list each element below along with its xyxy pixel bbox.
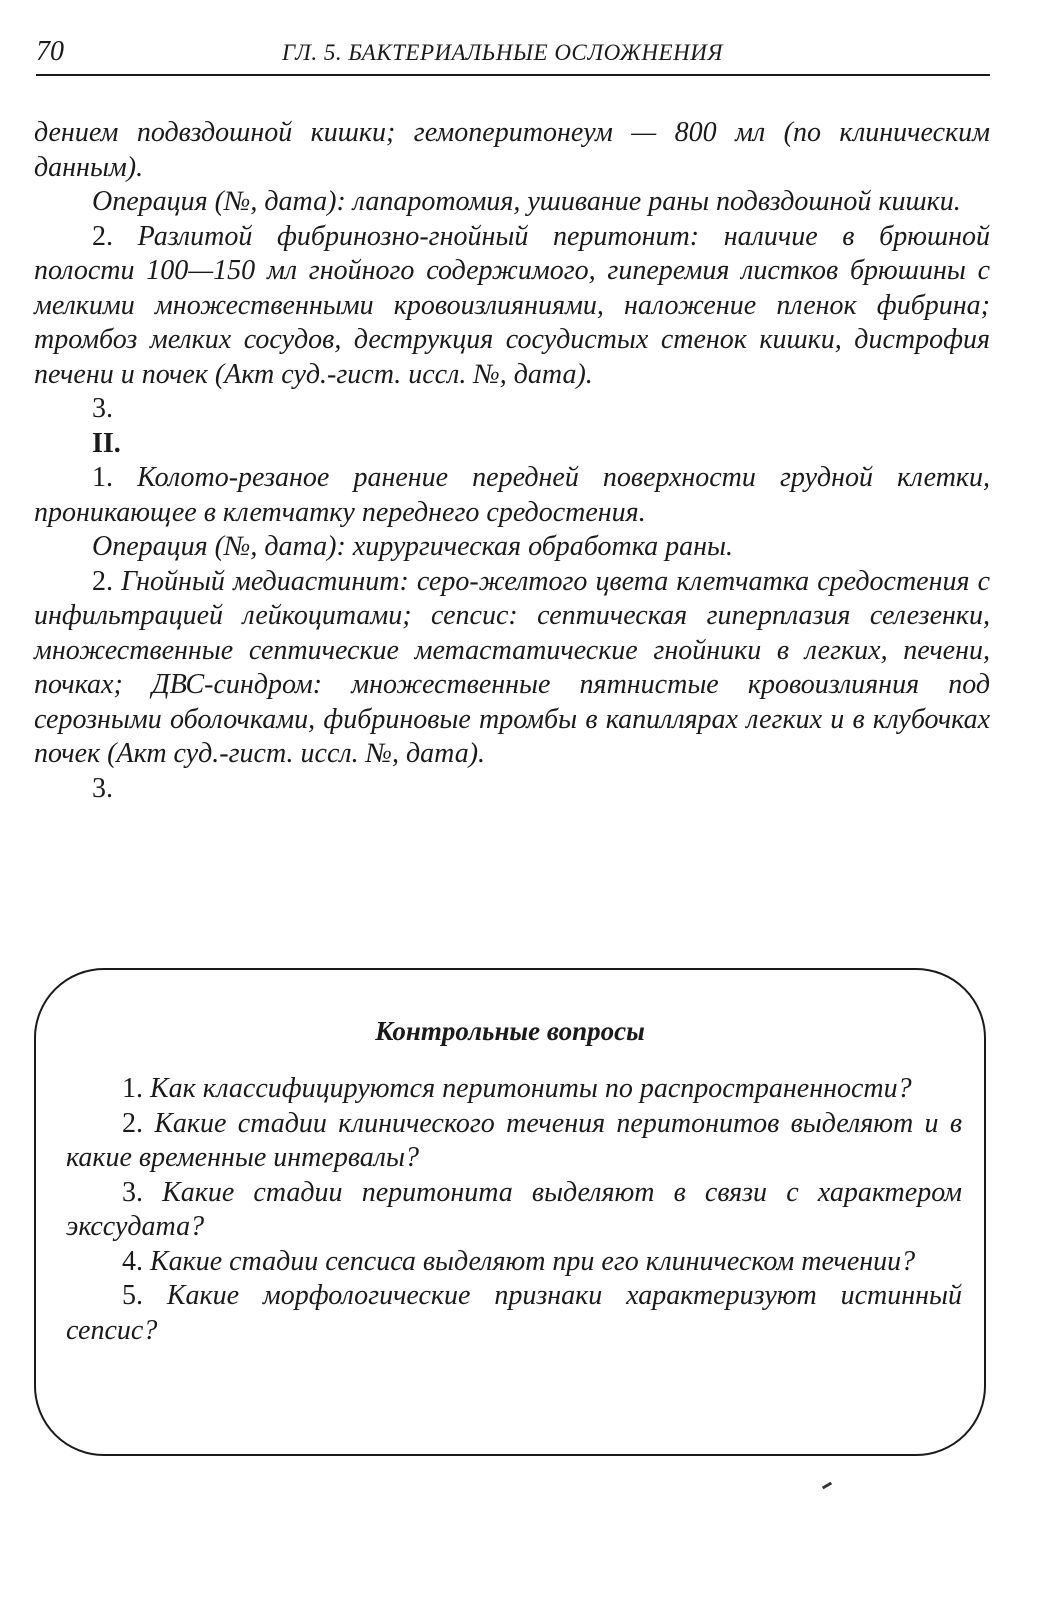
question-item xyxy=(66,1176,962,1245)
paragraph-continuation: дением подвздошной кишки; гемоперитонеум — 800 мл (по клиническим данным). xyxy=(34,117,990,183)
question-text: Какие стадии сепсиса выделяют при его клиническом течении? xyxy=(150,1245,916,1277)
paragraph-section2-item-1 xyxy=(34,461,990,530)
question-item xyxy=(66,1072,962,1107)
item-number: 2. xyxy=(92,565,113,597)
paragraph-operation-1: Операция (№, дата): лапаротомия, ушивание раны подвздошной кишки. xyxy=(92,186,961,217)
running-title: ГЛ. 5. БАКТЕРИАЛЬНЫЕ ОСЛОЖНЕНИЯ xyxy=(282,40,723,65)
question-text: Какие стадии клинического течения перитонитов выделяют и в какие временные интервалы? xyxy=(66,1107,962,1173)
paragraph-operation-2: Операция (№, дата): хирургическая обработка раны. xyxy=(92,531,733,562)
question-number: 5. xyxy=(122,1280,143,1311)
section2-item-3-number: 3. xyxy=(92,772,113,804)
section-number-roman: II. xyxy=(92,427,121,459)
paragraph-item-2 xyxy=(34,220,990,393)
question-item xyxy=(66,1107,962,1176)
item-text: Разлитой фибринозно-гнойный перитонит: наличие в брюшной полости 100—150 мл гнойного содержимого, гиперемия листков брюшины с мелкими множественными кровоизлияниями, наложение пленок фибрина; тромбоз мелких сосудов, деструкция сосудистых стенок кишки, дистрофия печени и почек (Акт суд.-гист. иссл. №, дата). xyxy=(34,220,990,390)
question-item xyxy=(66,1245,962,1280)
item-3-number: 3. xyxy=(92,393,113,424)
box-title: Контрольные вопросы xyxy=(375,1016,645,1046)
question-text: Какие морфологические признаки характеризуют истинный сепсис? xyxy=(66,1280,963,1346)
item-number: 1. xyxy=(92,462,113,493)
item-number: 2. xyxy=(92,220,113,252)
questions-list xyxy=(66,1072,962,1348)
question-text: Как классифицируются перитониты по распространенности? xyxy=(150,1073,912,1104)
page-header xyxy=(36,34,990,76)
item-text: Колото-резаное ранение передней поверхности грудной клетки, проникающее в клетчатку переднего средостения. xyxy=(34,462,991,528)
question-number: 2. xyxy=(122,1107,143,1139)
question-number: 4. xyxy=(122,1245,143,1277)
main-text xyxy=(34,116,990,806)
item-text: Гнойный медиастинит: серо-желтого цвета клетчатка средостения с инфильтрацией лейкоцитами; сепсис: септическая гиперплазия селезенки, множественные септические метастатические гнойники в легких, печени, почках; ДВС-синдром: множественные пятнистые кровоизлияния под серозными оболочками, фибриновые тромбы в капиллярах легких и в клубочках почек (Акт суд.-гист. иссл. №, дата). xyxy=(34,565,990,769)
question-number: 3. xyxy=(122,1176,143,1208)
question-number: 1. xyxy=(122,1073,143,1104)
question-text: Какие стадии перитонита выделяют в связи с характером экссудата? xyxy=(66,1176,962,1242)
page-number: 70 xyxy=(36,36,64,67)
question-item xyxy=(66,1279,962,1348)
paragraph-section2-item-2 xyxy=(34,565,990,772)
scan-mark xyxy=(822,1482,832,1490)
control-questions-box xyxy=(34,968,986,1456)
